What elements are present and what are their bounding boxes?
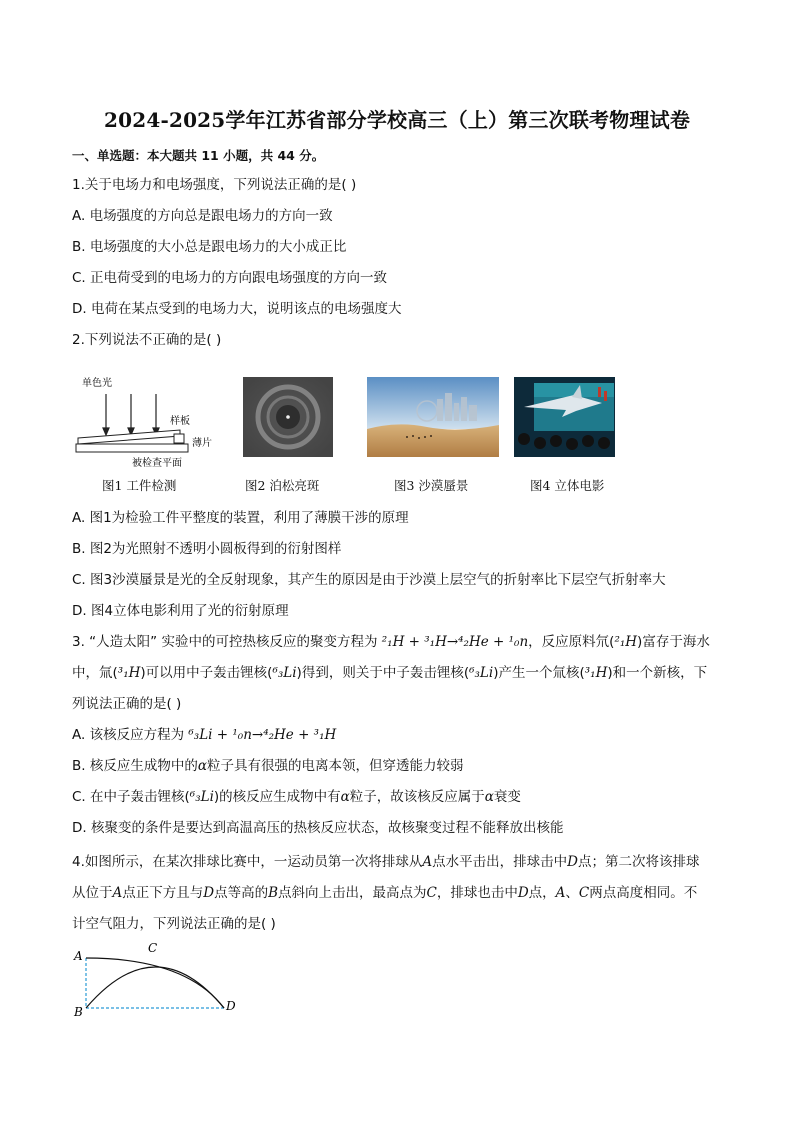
figure3-caption: 图3 沙漠蜃景: [394, 478, 469, 493]
q2-option-d: D. 图4立体电影利用了光的衍射原理: [72, 603, 289, 619]
fig1-label-surface: 被检查平面: [132, 458, 182, 469]
q4-stem-line1: 4.如图所示，在某次排球比赛中，一运动员第一次将排球从A点水平击出，排球击中D点；第二次将该排球: [72, 854, 700, 870]
q3-option-d: D. 核聚变的条件是要达到高温高压的热核反应状态，故核聚变过程不能释放出核能: [72, 820, 564, 836]
q3-option-c: C. 在中子轰击锂核(⁶₃Li)的核反应生成物中有α粒子，故该核反应属于α衰变: [72, 789, 521, 805]
section-heading: 一、单选题：本大题共 11 小题，共 44 分。: [72, 148, 325, 163]
point-a-label: A: [74, 949, 83, 963]
q4-stem-line2: 从位于A点正下方且与D点等高的B点斜向上击出，最高点为C，排球也击中D点，A、C两点高度相同。不: [72, 885, 698, 901]
q4-stem-line3: 计空气阻力，下列说法正确的是( ): [72, 916, 276, 932]
q3-option-a: A. 该核反应方程为 ⁶₃Li + ¹₀n→⁴₂He + ³₁H: [72, 727, 337, 743]
figure3-desert-mirage: [367, 377, 499, 457]
q3-stem-line3: 列说法正确的是( ): [72, 696, 182, 712]
point-c-label: C: [148, 941, 158, 955]
q1-option-d: D. 电荷在某点受到的电场力大，说明该点的电场强度大: [72, 301, 402, 317]
q1-stem: 1.关于电场力和电场强度，下列说法正确的是( ): [72, 177, 357, 193]
figure1-caption: 图1 工件检测: [102, 478, 177, 493]
q3-option-b: B. 核反应生成物中的α粒子具有很强的电离本领，但穿透能力较弱: [72, 758, 464, 774]
q3-stem-line1: 3. “人造太阳” 实验中的可控热核反应的聚变方程为 ²₁H + ³₁H→⁴₂He + ¹₀n，反应原料氘(²₁H)富存于海水: [72, 634, 710, 650]
reaction-equation: ⁶₃Li + ¹₀n→⁴₂He + ³₁H: [188, 727, 337, 743]
q2-option-a: A. 图1为检验工件平整度的装置，利用了薄膜干涉的原理: [72, 510, 409, 526]
fusion-equation: ²₁H + ³₁H→⁴₂He + ¹₀n: [381, 634, 529, 650]
volleyball-trajectory-diagram: [66, 938, 246, 1022]
q1-option-a: A. 电场强度的方向总是跟电场力的方向一致: [72, 208, 333, 224]
figure1-diagram: [70, 368, 230, 476]
q2-stem: 2.下列说法不正确的是( ): [72, 332, 222, 348]
q2-option-b: B. 图2为光照射不透明小圆板得到的衍射图样: [72, 541, 342, 557]
q1-option-c: C. 正电荷受到的电场力的方向跟电场强度的方向一致: [72, 270, 388, 286]
figure4-caption: 图4 立体电影: [530, 478, 605, 493]
point-b-label: B: [74, 1005, 83, 1019]
point-d-label: D: [226, 999, 236, 1013]
q1-option-b: B. 电场强度的大小总是跟电场力的大小成正比: [72, 239, 347, 255]
fig1-label-sheet: 薄片: [192, 438, 212, 449]
exam-title: 2024-2025学年江苏省部分学校高三（上）第三次联考物理试卷: [103, 108, 691, 132]
fig1-label-light: 单色光: [82, 378, 112, 389]
q2-option-c: C. 图3沙漠蜃景是光的全反射现象，其产生的原因是由于沙漠上层空气的折射率比下层空气折射率大: [72, 572, 666, 588]
fig1-label-plate: 样板: [170, 416, 190, 427]
figure2-caption: 图2 泊松亮斑: [245, 478, 320, 493]
figure4-3d-movie: [514, 377, 615, 457]
figure2-poisson-spot: [243, 377, 333, 457]
q3-stem-line2: 中，氚(³₁H)可以用中子轰击锂核(⁶₃Li)得到，则关于中子轰击锂核(⁶₃Li)产生一个氚核(³₁H)和一个新核，下: [72, 665, 708, 681]
